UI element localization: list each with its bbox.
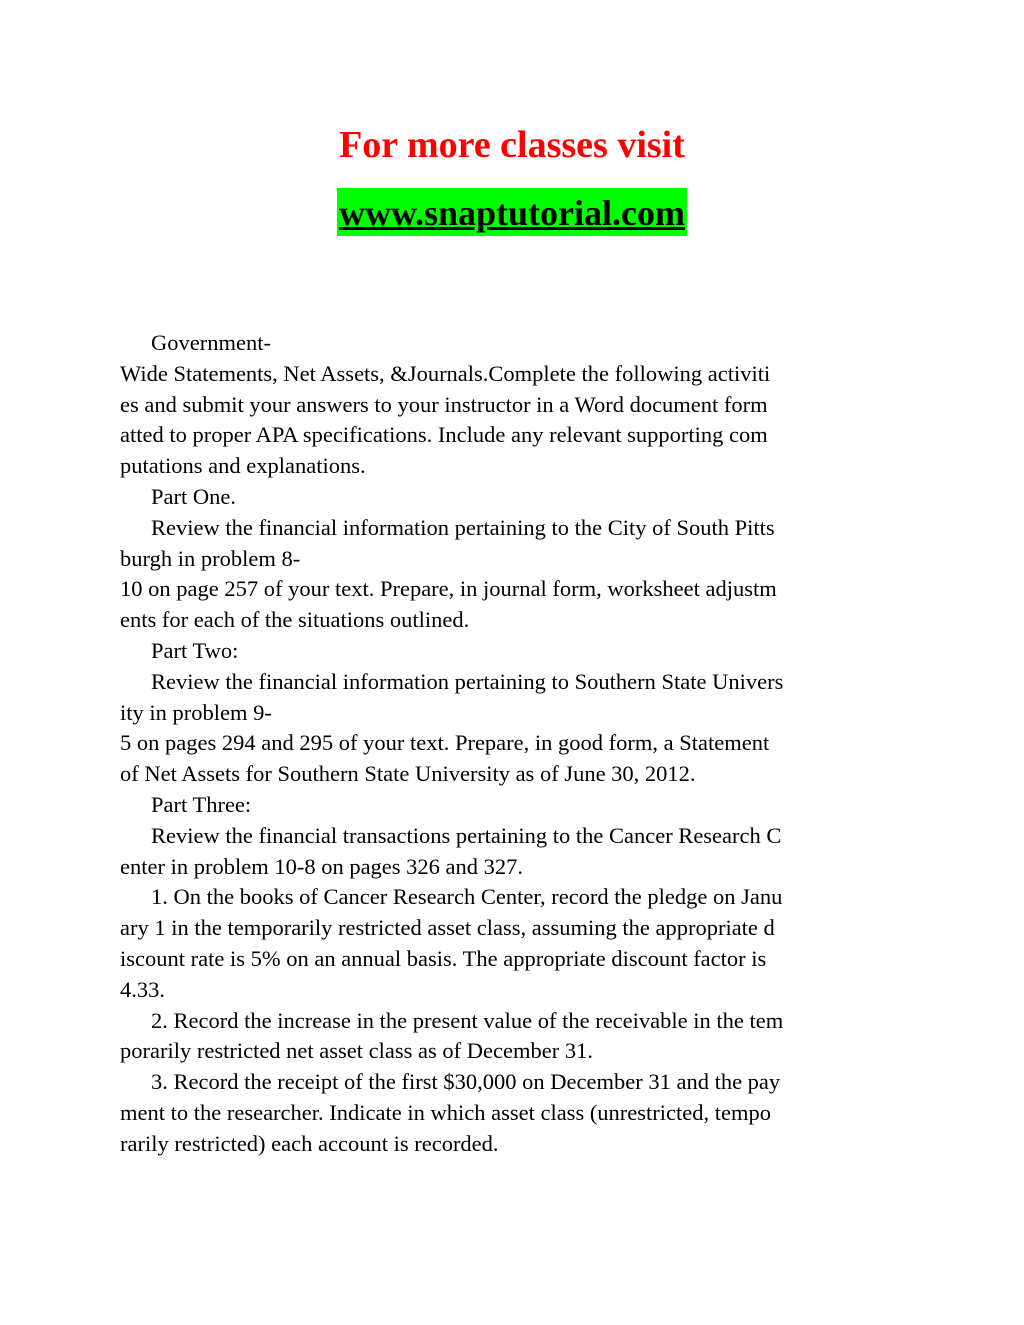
text-line: Wide Statements, Net Assets, &Journals.Complete the following activiti <box>120 360 771 386</box>
text-line: 4.33. <box>120 976 165 1002</box>
text-line: enter in problem 10-8 on pages 326 and 327. <box>120 853 524 879</box>
text-line: atted to proper APA specifications. Include any relevant supporting com <box>120 422 768 448</box>
text-line: ment to the researcher. Indicate in which asset class (unrestricted, tempo <box>120 1099 772 1125</box>
website-link-container <box>0 188 1024 236</box>
text-line: Review the financial information pertaining to the City of South Pitts <box>151 514 775 540</box>
text-line: of Net Assets for Southern State University as of June 30, 2012. <box>120 761 696 787</box>
text-line: Review the financial transactions pertaining to the Cancer Research C <box>151 822 782 848</box>
text-line: es and submit your answers to your instructor in a Word document form <box>120 391 768 417</box>
text-line: Part Three: <box>151 791 252 817</box>
text-line: Review the financial information pertaining to Southern State Univers <box>151 668 784 694</box>
text-line: 1. On the books of Cancer Research Center, record the pledge on Janu <box>151 884 783 910</box>
text-line: porarily restricted net asset class as of December 31. <box>120 1038 593 1064</box>
website-link[interactable]: www.snaptutorial.com <box>337 188 687 236</box>
assignment-text <box>120 328 910 1160</box>
page-title: For more classes visit <box>339 124 685 166</box>
text-line: Part One. <box>151 483 236 509</box>
text-line: ary 1 in the temporarily restricted asset class, assuming the appropriate d <box>120 915 775 941</box>
text-line: ity in problem 9- <box>120 699 272 725</box>
text-line: 3. Record the receipt of the first $30,000 on December 31 and the pay <box>151 1069 781 1095</box>
text-line: 2. Record the increase in the present value of the receivable in the tem <box>151 1007 784 1033</box>
text-line: burgh in problem 8- <box>120 545 301 571</box>
text-line: Government- <box>151 330 271 355</box>
text-line: rarily restricted) each account is recorded. <box>120 1130 499 1156</box>
text-line: putations and explanations. <box>120 453 366 479</box>
text-line: 10 on page 257 of your text. Prepare, in journal form, worksheet adjustm <box>120 576 777 602</box>
text-line: iscount rate is 5% on an annual basis. The appropriate discount factor is <box>120 945 767 971</box>
text-line: ents for each of the situations outlined. <box>120 607 470 633</box>
text-line: Part Two: <box>151 637 239 663</box>
text-line: 5 on pages 294 and 295 of your text. Prepare, in good form, a Statement <box>120 730 770 756</box>
